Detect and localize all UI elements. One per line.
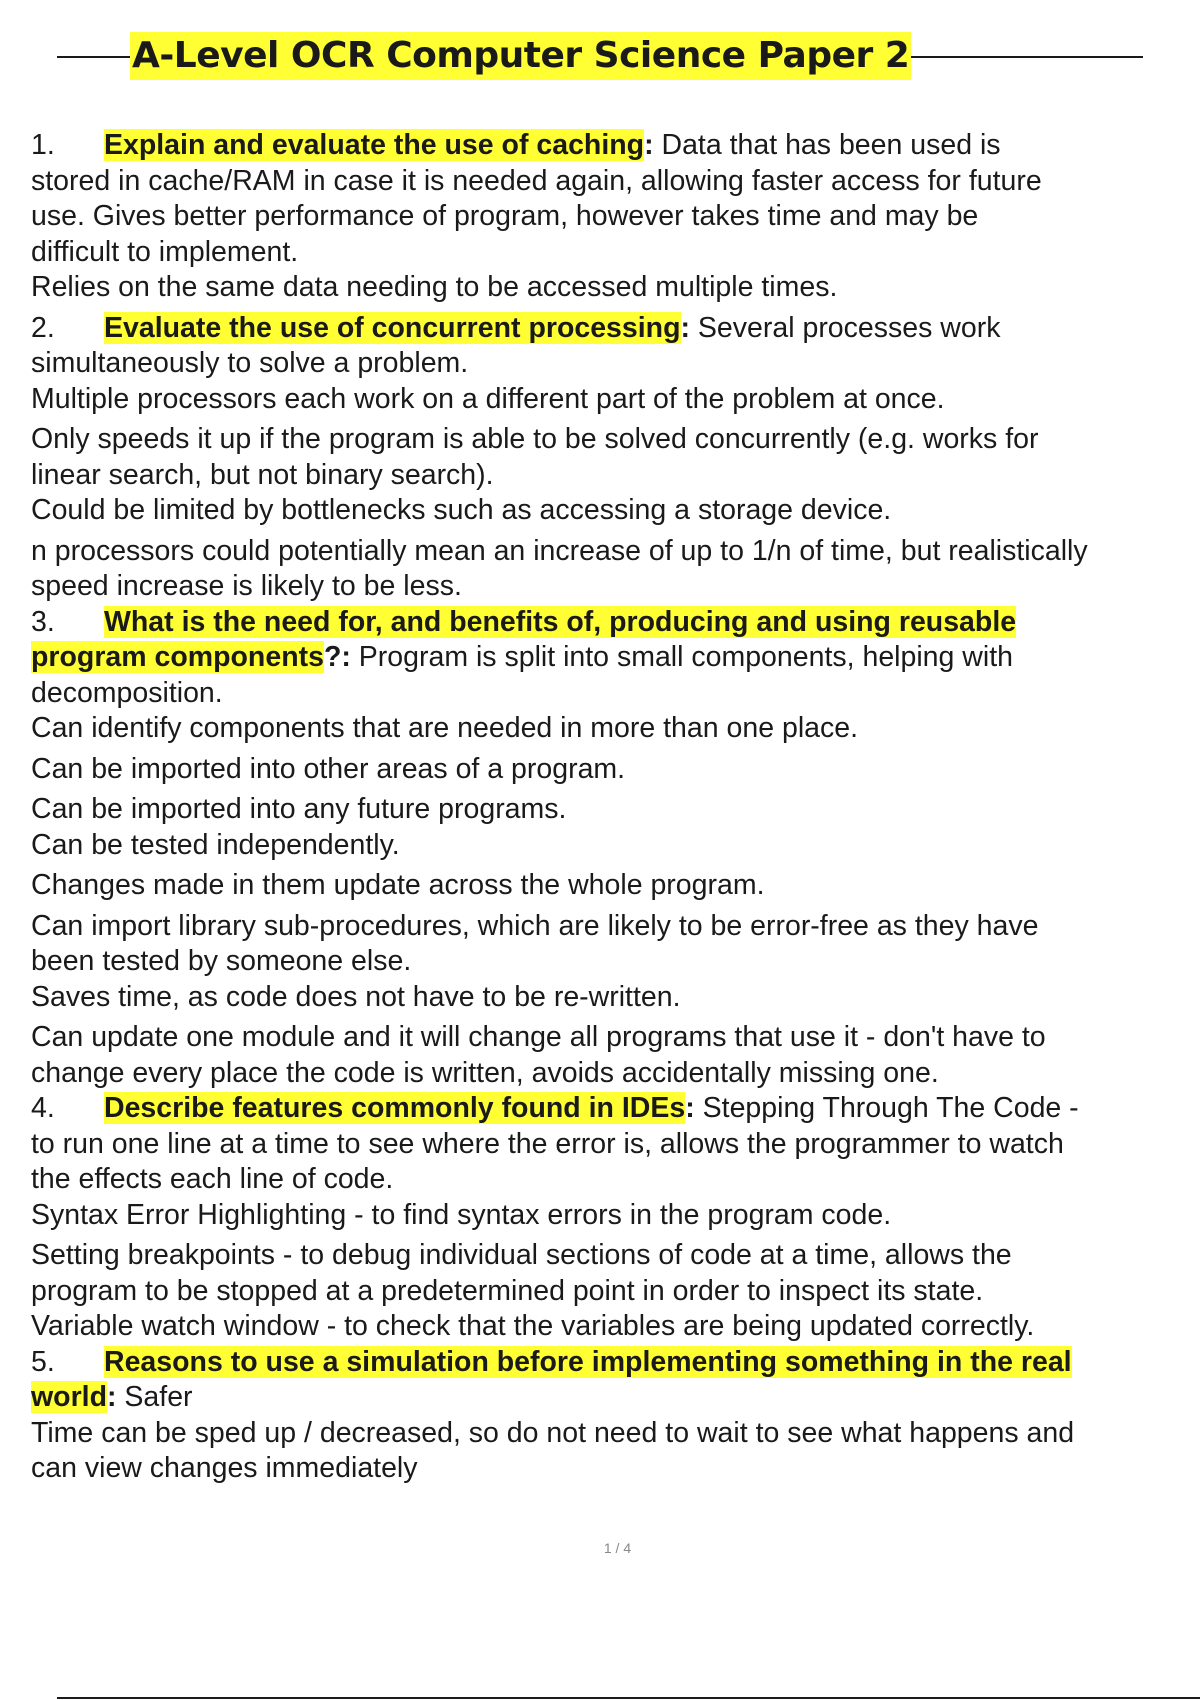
question-5-heading-part1: Reasons to use a simulation before implementing something in the real	[104, 1345, 1072, 1378]
question-2-number: 2.	[31, 311, 55, 344]
question-1-line-2: use. Gives better performance of program, however takes time and may be	[31, 200, 979, 232]
question-2-colon: :	[680, 311, 690, 344]
question-2-line-0: Several processes work	[690, 311, 1001, 344]
question-3-line-9: Saves time, as code does not have to be re-written.	[31, 980, 681, 1013]
question-5-heading-line	[31, 1345, 1200, 1381]
question-5-line-2: can view changes immediately	[31, 1452, 418, 1484]
question-2-line-4: linear search, but not binary search).	[31, 458, 494, 491]
question-3-line-7: Can import library sub-procedures, which are likely to be error-free as they have	[31, 909, 1039, 942]
question-2-line-7: speed increase is likely to be less.	[31, 570, 462, 602]
question-3-number: 3.	[31, 605, 55, 638]
question-2-line-1: simultaneously to solve a problem.	[31, 347, 469, 379]
bottom-rule	[57, 1697, 1200, 1699]
question-3-line-8: been tested by someone else.	[31, 945, 412, 977]
question-1-number: 1.	[31, 129, 55, 161]
question-4-line-3: Syntax Error Highlighting - to find syntax errors in the program code.	[31, 1198, 892, 1231]
question-3-heading-line-2	[31, 640, 1200, 676]
question-3-line-3: Can be imported into other areas of a program.	[31, 752, 626, 785]
question-4-line-6: Variable watch window - to check that the variables are being updated correctly.	[31, 1310, 1035, 1342]
question-3-heading-part1: What is the need for, and benefits of, producing and using reusable	[104, 605, 1017, 638]
question-1-colon: :	[644, 129, 654, 161]
question-5-colon: :	[107, 1381, 117, 1413]
question-1-heading-line	[31, 128, 1200, 164]
question-5-heading-part2: world	[31, 1381, 107, 1413]
question-2-heading-line	[31, 311, 1200, 347]
question-1-line-4: Relies on the same data needing to be accessed multiple times.	[31, 271, 838, 303]
question-5-heading-line-2	[31, 1380, 1200, 1416]
question-3-line-1: decomposition.	[31, 676, 223, 709]
question-4-heading-line	[31, 1091, 1200, 1127]
question-4-heading: Describe features commonly found in IDEs	[104, 1092, 686, 1124]
question-2-line-2: Multiple processors each work on a different part of the problem at once.	[31, 382, 945, 415]
page-title: A-Level OCR Computer Science Paper 2	[130, 32, 911, 80]
question-1-heading: Explain and evaluate the use of caching	[104, 129, 645, 161]
question-3-line-4: Can be imported into any future programs.	[31, 793, 567, 825]
question-3-heading-part2: program components	[31, 641, 324, 673]
question-4-line-2: the effects each line of code.	[31, 1163, 394, 1195]
question-4-line-1: to run one line at a time to see where the error is, allows the programmer to watch	[31, 1127, 1064, 1160]
question-1-line-3: difficult to implement.	[31, 235, 299, 268]
question-3-heading-line	[31, 605, 1200, 641]
question-3-line-11: change every place the code is written, avoids accidentally missing one.	[31, 1056, 939, 1089]
question-3-colon: ?:	[323, 641, 351, 673]
question-2-heading: Evaluate the use of concurrent processing	[104, 311, 681, 344]
question-2-line-3: Only speeds it up if the program is able to be solved concurrently (e.g. works for	[31, 423, 1039, 455]
question-5-line-0: Safer	[116, 1381, 193, 1413]
question-3-line-6: Changes made in them update across the whole program.	[31, 869, 765, 901]
question-5-number: 5.	[31, 1345, 55, 1378]
question-3-line-5: Can be tested independently.	[31, 828, 400, 861]
question-4-line-0: Stepping Through The Code -	[694, 1092, 1079, 1124]
question-1-line-0: Data that has been used is	[653, 129, 1001, 161]
question-3-line-2: Can identify components that are needed in more than one place.	[31, 712, 859, 744]
question-4-colon: :	[685, 1092, 695, 1124]
question-5-line-1: Time can be sped up / decreased, so do not need to wait to see what happens and	[31, 1416, 1075, 1449]
page-indicator: 1 / 4	[603, 1540, 632, 1556]
question-4-number: 4.	[31, 1092, 55, 1124]
question-2-line-6: n processors could potentially mean an increase of up to 1/n of time, but realistically	[31, 534, 1088, 567]
question-3-line-10: Can update one module and it will change all programs that use it - don't have to	[31, 1021, 1046, 1053]
question-2-line-5: Could be limited by bottlenecks such as accessing a storage device.	[31, 494, 892, 526]
question-4-line-4: Setting breakpoints - to debug individual sections of code at a time, allows the	[31, 1239, 1012, 1271]
question-3-line-0: Program is split into small components, helping with	[350, 641, 1013, 673]
question-4-line-5: program to be stopped at a predetermined point in order to inspect its state.	[31, 1274, 984, 1307]
title-bar	[57, 26, 1143, 88]
question-1-line-1: stored in cache/RAM in case it is needed again, allowing faster access for future	[31, 164, 1042, 197]
document-body	[31, 128, 1200, 1487]
